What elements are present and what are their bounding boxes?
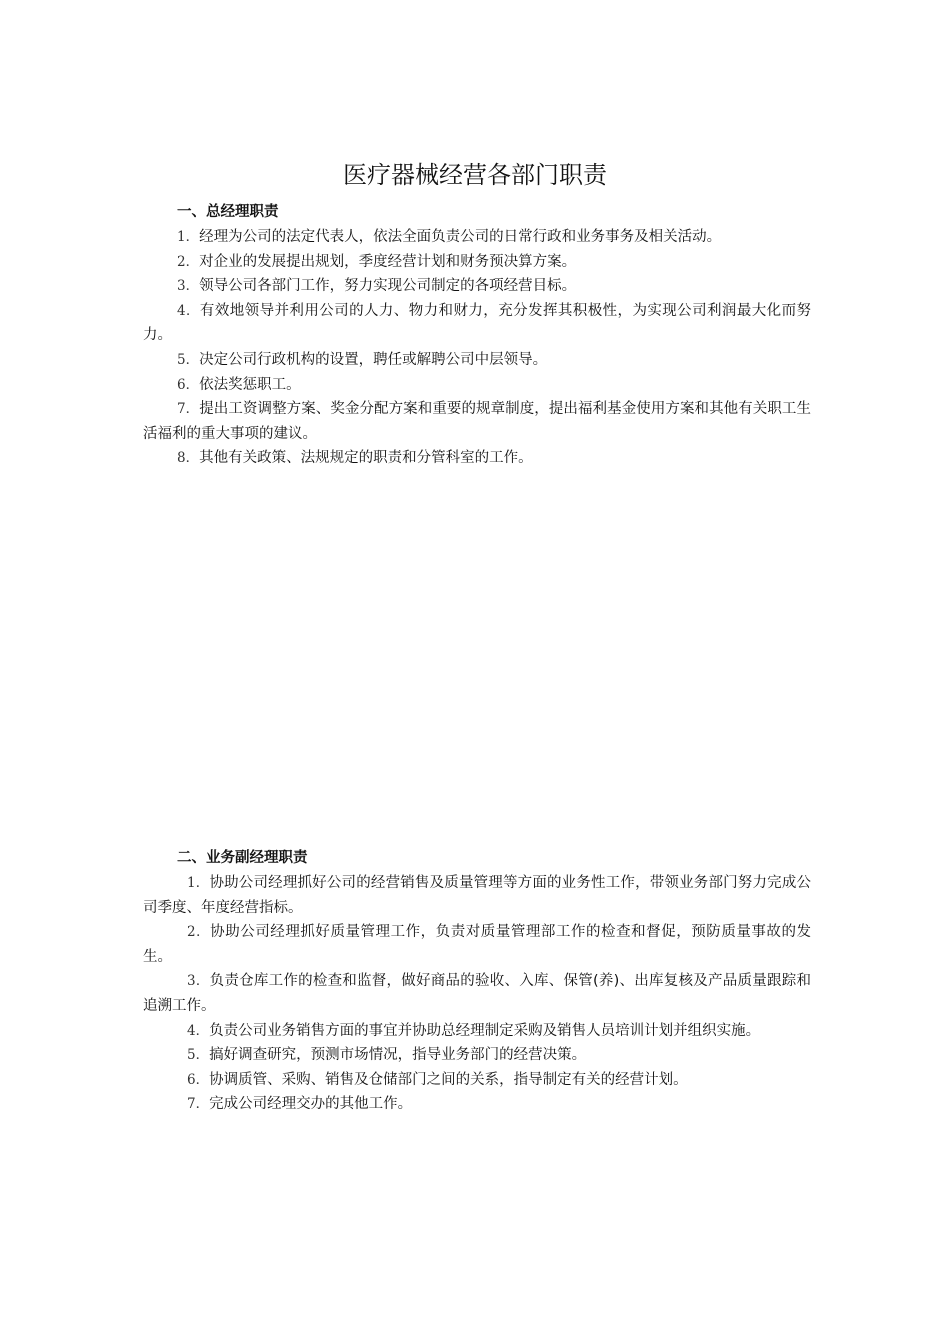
item-text: 完成公司经理交办的其他工作。 xyxy=(209,1096,413,1113)
item-text: 有效地领导并利用公司的人力、物力和财力，充分发挥其积极性，为实现公司利润最大化而努力。 xyxy=(143,302,811,344)
list-item xyxy=(143,1019,811,1044)
list-item xyxy=(143,348,811,373)
item-text: 领导公司各部门工作，努力实现公司制定的各项经营目标。 xyxy=(199,278,577,295)
item-number: 4． xyxy=(177,302,200,319)
item-text: 协助公司经理抓好质量管理工作，负责对质量管理部工作的检查和督促，预防质量事故的发生。 xyxy=(143,924,812,965)
item-text: 负责公司业务销售方面的事宜并协助总经理制定采购及销售人员培训计划并组织实施。 xyxy=(209,1022,761,1039)
item-number: 7． xyxy=(177,401,200,418)
item-number: 3． xyxy=(187,973,210,990)
item-number: 5． xyxy=(177,351,200,368)
document-title: 医疗器械经营各部门职责 xyxy=(343,161,607,189)
item-number: 6． xyxy=(187,1071,210,1088)
section-heading: 一、总经理职责 xyxy=(177,204,279,220)
item-text: 依法奖惩职工。 xyxy=(199,376,301,393)
section-heading: 二、业务副经理职责 xyxy=(177,850,308,866)
item-number: 4． xyxy=(187,1022,210,1039)
item-number: 5． xyxy=(187,1047,210,1064)
item-text: 搞好调查研究，预测市场情况，指导业务部门的经营决策。 xyxy=(209,1047,587,1064)
item-text: 负责仓库工作的检查和监督，做好商品的验收、入库、保管(养)、出库复核及产品质量跟踪和追溯工作。 xyxy=(143,973,812,1014)
item-number: 3． xyxy=(177,278,200,295)
item-text: 提出工资调整方案、奖金分配方案和重要的规章制度，提出福利基金使用方案和其他有关职工生活福利的重大事项的建议。 xyxy=(143,401,812,442)
list-item xyxy=(143,920,811,969)
item-number: 2． xyxy=(187,924,211,941)
list-item xyxy=(143,373,811,398)
list-item xyxy=(143,250,811,275)
list-item xyxy=(143,274,811,299)
list-item xyxy=(143,299,811,348)
item-number: 6． xyxy=(177,376,200,393)
item-number: 2． xyxy=(177,253,200,270)
item-text: 对企业的发展提出规划，季度经营计划和财务预决算方案。 xyxy=(199,253,577,270)
list-item xyxy=(143,1092,811,1117)
item-text: 协助公司经理抓好公司的经营销售及质量管理等方面的业务性工作，带领业务部门努力完成公司季度、年度经营指标。 xyxy=(143,875,812,916)
list-item xyxy=(143,446,811,471)
item-number: 1． xyxy=(187,875,210,891)
list-item xyxy=(143,1068,811,1093)
section-general-manager xyxy=(143,200,811,471)
item-text: 经理为公司的法定代表人，依法全面负责公司的日常行政和业务事务及相关活动。 xyxy=(199,229,722,245)
item-number: 1． xyxy=(177,229,200,245)
list-item xyxy=(143,225,811,250)
item-text: 决定公司行政机构的设置，聘任或解聘公司中层领导。 xyxy=(199,351,548,368)
list-item xyxy=(143,1043,811,1068)
item-number: 7． xyxy=(187,1096,210,1113)
list-item xyxy=(143,397,811,446)
item-text: 其他有关政策、法规规定的职责和分管科室的工作。 xyxy=(199,450,533,467)
item-text: 协调质管、采购、销售及仓储部门之间的关系，指导制定有关的经营计划。 xyxy=(209,1071,688,1088)
list-item xyxy=(143,871,811,920)
item-number: 8． xyxy=(177,450,200,467)
section-deputy-manager xyxy=(143,846,811,1117)
list-item xyxy=(143,969,811,1018)
